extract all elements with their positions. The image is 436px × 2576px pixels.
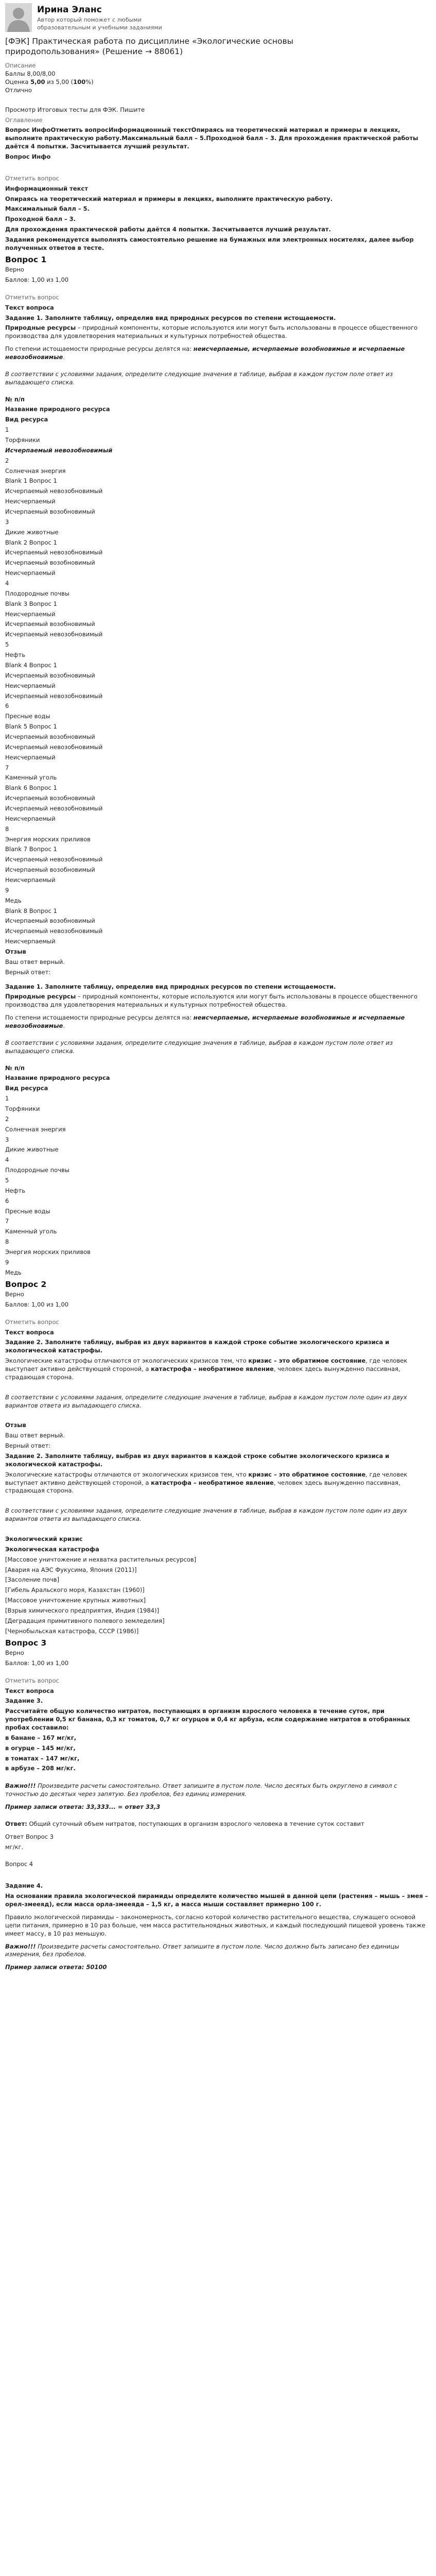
q1r-def2-bold: неисчерпаемые, исчерпаемые возобновимые и исчерпаемые невозобновимые [5,1014,405,1029]
q1r-row-name: Дикие животные [5,1146,59,1154]
q1-col-name: Название природного ресурса [5,405,110,413]
q1-item-option[interactable]: Исчерпаемый возобновимый [5,866,95,874]
q1-item-name: Солнечная энергия [5,467,66,474]
grade-value: 5,00 [30,78,45,86]
user-silhouette-icon [5,3,32,32]
q1-item-number: 6 [5,702,9,710]
q1r-col-type: Вид ресурса [5,1084,48,1092]
q1r-row-number: 3 [5,1136,9,1143]
grade-line [5,78,431,87]
q3-value-banana: в банане – 167 мг/кг, [5,1734,77,1741]
q2-p1-b: кризис – это обратимое состояние [248,1357,366,1365]
def1-term: Природные ресурсы [5,324,76,332]
question-3-mark-link[interactable]: Отметить вопрос [5,1676,59,1684]
question-1-def1 [5,324,431,341]
q1-item-answer[interactable]: Исчерпаемый невозобновимый [5,549,103,556]
q1-item-answer[interactable]: Неисчерпаемый [5,610,56,618]
q1-item-blank[interactable]: Blank 5 Вопрос 1 [5,723,57,731]
q1-col-type: Вид ресурса [5,416,48,423]
q1-item-number: 1 [5,426,9,434]
q1-item-number: 9 [5,886,9,894]
q2r-row[interactable]: [Массовое уничтожение и нехватка растительных ресурсов] [5,1555,197,1563]
q1-item-blank[interactable]: Blank 4 Вопрос 1 [5,661,57,669]
question-3-text-label: Текст вопроса [5,1687,54,1694]
q1-item-name: Дикие животные [5,528,59,536]
q1r-row-name: Плодородные почвы [5,1166,69,1174]
q1r-def2-pre: По степени истощаемости природные ресурсы делятся на: [5,1014,194,1022]
q1-item-number: 4 [5,580,9,587]
q2-feedback-label: Отзыв [5,1421,26,1429]
q1-item-answer[interactable]: Исчерпаемый невозобновимый [5,856,103,863]
q1-item-option[interactable]: Исчерпаемый возобновимый [5,559,95,567]
info-p3: Проходной балл – 3. [5,215,76,223]
q1r-row-number: 1 [5,1095,9,1103]
q1-item-option[interactable]: Исчерпаемый невозобновимый [5,804,103,812]
def2-end: . [63,353,65,361]
mark-question-link[interactable]: Отметить вопрос [5,174,59,182]
q1-correct-answer: Верный ответ: [5,968,51,976]
q2-p1-a: Экологические катастрофы отличаются от экологических кризисов тем, что [5,1357,247,1365]
q4-important-label: Важно!!! [5,1942,36,1950]
q4-important-text: Произведите расчеты самостоятельно. Ответ запишите в пустом поле. Число должно быть записано без единицы измерения, без пробелов. [5,1942,399,1958]
q1-item-option[interactable]: Неисчерпаемый [5,569,56,577]
q1-item-option[interactable]: Неисчерпаемый [5,815,56,822]
q2r-col-crisis: Экологический кризис [5,1535,83,1543]
q2r-row[interactable]: [Гибель Аральского моря, Казахстан (1960)] [5,1586,145,1594]
q1r-row-name: Пресные воды [5,1207,50,1215]
question-1-title: Вопрос 1 [5,255,47,264]
q2r-p1-a: Экологические катастрофы отличаются от экологических кризисов тем, что [5,1470,247,1478]
info-p5: Задания рекомендуется выполнять самостоятельно решение на бумажных или электронных носителях, далее выбор полученных ответов в тесте. [5,236,414,251]
q2r-p1-end: , человек здесь вынужденно пассивная, страдающая сторона. [5,1479,400,1495]
question-3-prompt: Рассчитайте общую количество нитратов, поступающих в организм взрослого человека в течение суток, при употреблении 0,5 кг банана, 0,3 кг томатов, 0,7 кг огурцов и 0,4 кг арбуза, если содержание нитратов в отобранных пробах составило: [5,1707,410,1732]
q1r-row-number: 4 [5,1156,9,1164]
author-block [5,3,431,32]
q1-item-number: 2 [5,456,9,464]
intro-summary: Вопрос ИнфоОтметить вопросИнформационный текстОпираясь на теоретический материал и примеры в лекциях, выполните практическую работу.Максимальный балл – 5.Проходной балл – 3. Для прохождения практической работы даётся 4 попытки. Засчитывается лучший результат. [5,126,418,150]
q1-item-number: 3 [5,518,9,526]
q1r-col-name: Название природного ресурса [5,1074,110,1082]
question-2-text-label: Текст вопроса [5,1328,54,1336]
q4-important [5,1943,431,1959]
info-heading: Вопрос Инфо [5,153,51,161]
question-1-text-label: Текст вопроса [5,303,54,311]
q2r-row[interactable]: [Засоление почв] [5,1576,60,1584]
q1-item-name: Нефть [5,651,26,659]
score-line: Баллы 8,00/8,00 [5,70,56,78]
q1-col-num: № п/п [5,395,25,403]
q3-answer-para [5,1820,431,1828]
q1r-def2 [5,1014,431,1030]
info-p4: Для прохождения практической работы даётся 4 попытки. Засчитывается лучший результат. [5,226,331,233]
q3-important [5,1782,431,1799]
q1-item-blank[interactable]: Blank 1 Вопрос 1 [5,477,57,485]
q1-your-answer: Ваш ответ верный. [5,958,65,965]
grade-prefix: Оценка [5,78,31,86]
question-2-instr: В соответствии с условиями задания, определите следующие значения в таблице, выбрав в каждом пустом поле один из двух вариантов ответа из выпадающего списка. [5,1393,407,1409]
question-2-task: Задание 2. Заполните таблицу, выбрав из двух вариантов в каждой строке событие экологического кризиса и экологической катастрофы. [5,1338,390,1354]
q1-item-option[interactable]: Исчерпаемый невозобновимый [5,927,103,935]
q3-unit: мг/кг. [5,1843,24,1851]
q2-p1-b2: катастрофа – необратимое явление [151,1365,274,1373]
document-title: [ФЭК] Практическая работа по дисциплине «Экологические основы природопользования» (Решение → 88061) [5,37,293,57]
q2-p1-end: , человек здесь вынужденно пассивная, страдающая сторона. [5,1365,400,1381]
question-1-task: Задание 1. Заполните таблицу, определив вид природных ресурсов по степени истощаемости. [5,314,336,321]
excellent-label: Отлично [5,86,32,94]
q4-task: Задание 4. [5,1882,43,1890]
question-2-mark-link[interactable]: Отметить вопрос [5,1318,59,1326]
question-2-score: Баллов: 1,00 из 1,00 [5,1300,69,1308]
q3-value-cucumber: в огурце – 145 мг/кг, [5,1744,76,1752]
q3-value-tomato: в томатах – 147 мг/кг, [5,1754,80,1762]
q1r-row-number: 9 [5,1258,9,1266]
q1r-instr: В соответствии с условиями задания, определите следующие значения в таблице, выбрав в каждом пустом поле ответ из выпадающего списка. [5,1039,393,1055]
q2r-instr: В соответствии с условиями задания, определите следующие значения в таблице, выбрав в каждом пустом поле один из двух вариантов ответа из выпадающего списка. [5,1507,407,1523]
q2r-table [5,1556,431,1636]
q1-item-name: Пресные воды [5,713,50,720]
info-p1: Опираясь на теоретический материал и примеры в лекциях, выполните практическую работу. [5,195,333,202]
info-p2: Максимальный балл – 5. [5,205,90,213]
q1-answer-table [5,426,431,946]
q1-item-option[interactable]: Неисчерпаемый [5,876,56,884]
question-2-p1 [5,1357,431,1382]
question-3-task: Задание 3. [5,1697,43,1705]
avatar[interactable] [5,3,32,32]
q1-item-name: Каменный уголь [5,774,57,782]
def2-bold: неисчерпаемые, исчерпаемые возобновимые и исчерпаемые невозобновимые [5,345,405,361]
q3-answer-label: Ответ: [5,1820,27,1827]
q1r-def1-rest: – природный компоненты, которые используются или могут быть использованы в процессе общественного производства для удовлетворения материальных и культурных потребностей общества. [5,993,418,1009]
grade-suffix: %) [85,78,94,86]
q1-item-blank[interactable]: Blank 2 Вопрос 1 [5,538,57,546]
q3-value-watermelon: в арбузе – 208 мг/кг. [5,1765,76,1772]
info-text-label: Информационный текст [5,184,88,192]
q1r-col-num: № п/п [5,1064,25,1072]
q2-your-answer: Ваш ответ верный. [5,1432,65,1439]
q1r-row-number: 2 [5,1115,9,1123]
q1-item-option[interactable]: Неисчерпаемый [5,753,56,761]
q1-item-blank[interactable]: Blank 8 Вопрос 1 [5,907,57,914]
question-1-instr: В соответствии с условиями задания, определите следующие значения в таблице, выбрав в каждом пустом поле ответ из выпадающего списка. [5,370,393,386]
q2r-col-catastrophe: Экологическая катастрофа [5,1545,99,1553]
question-2-status: Верно [5,1291,24,1298]
q1-item-name: Энергия морских приливов [5,835,91,843]
q1-item-blank[interactable]: Blank 6 Вопрос 1 [5,784,57,792]
q1r-def1-term: Природные ресурсы [5,993,76,1001]
question-2-title: Вопрос 2 [5,1279,47,1289]
q1r-task: Задание 1. Заполните таблицу, определив вид природных ресурсов по степени истощаемости. [5,982,336,990]
q1-item-blank[interactable]: Blank 3 Вопрос 1 [5,600,57,607]
q1-item-option[interactable]: Исчерпаемый невозобновимый [5,692,103,700]
question-1-score: Баллов: 1,00 из 1,00 [5,276,69,283]
q1-item-answer[interactable]: Исчерпаемый возобновимый [5,671,95,679]
q2r-row[interactable]: [Деградация примитивного полевого земледелия] [5,1617,165,1624]
q2r-row[interactable]: [Массовое уничтожение крупных животных] [5,1597,146,1604]
q4-rule: Правило экологической пирамиды – закономерность, согласно которой количество растительного вещества, служащего основой цепи питания, примерно в 10 раз больше, чем масса растительноядных животных, и каждый последующий пищевой уровень также имеет массу, в 10 раз меньшую. [5,1913,426,1937]
q1r-row-name: Энергия морских приливов [5,1248,91,1256]
q2r-p1-b: кризис – это обратимое состояние [248,1470,366,1478]
q2r-p1 [5,1471,431,1496]
q1r-row-name: Нефть [5,1187,26,1194]
author-description: Автор который поможет с любыми образовательным и учебными заданиями [37,16,162,31]
q3-example: Пример записи ответа: 33,333... = ответ 33,3 [5,1803,161,1811]
q3-important-label: Важно!!! [5,1782,36,1790]
question-4-link[interactable]: Вопрос 4 [5,1860,33,1868]
q1r-row-name: Торфяники [5,1105,40,1113]
question-1-mark-link[interactable]: Отметить вопрос [5,293,59,301]
q1-item-name: Торфяники [5,436,40,444]
author-name[interactable]: Ирина Эланс [37,5,102,15]
q2r-row[interactable]: [Авария на АЭС Фукусима, Япония (2011)] [5,1566,137,1573]
question-3-title: Вопрос 3 [5,1638,47,1648]
def1-rest: – природный компоненты, которые используются или могут быть использованы в процессе общественного производства для удовлетворения материальных и культурных потребностей общества. [5,324,418,340]
q3-answer-text: Общий суточный объем нитратов, поступающих в организм взрослого человека в течение суток составит [27,1820,364,1827]
q1r-def2-end: . [63,1022,65,1029]
toc-label: Оглавление [5,116,43,124]
q1-item-number: 8 [5,825,9,833]
q4-prompt: На основании правила экологической пирамиды определите количество мышей в данной цепи (растения – мышь – змея – орел-змееяд), если масса орла-змееяда – 1,5 кг, а масса мыши составляет примерно 100 г. [5,1892,428,1908]
q2-correct-answer: Верный ответ: [5,1442,51,1450]
question-1-def2 [5,345,431,362]
q2r-p1-b2: катастрофа – необратимое явление [151,1479,274,1486]
q1r-row-name: Медь [5,1268,22,1276]
q1-item-answer[interactable]: Исчерпаемый возобновимый [5,917,95,925]
q1-item-answer[interactable]: Исчерпаемый возобновимый [5,733,95,740]
q2r-task: Задание 2. Заполните таблицу, выбрав из двух вариантов в каждой строке событие экологического кризиса и экологической катастрофы. [5,1452,390,1468]
q1-item-name: Плодородные почвы [5,589,69,597]
intro-line: Просмотр Итоговых тесты для ФЭК. Пишите [5,106,145,113]
q1r-table [5,1095,431,1277]
q1-item-option[interactable]: Исчерпаемый возобновимый [5,620,95,628]
q2r-row[interactable]: [Чернобыльская катастрофа, СССР (1986)] [5,1627,139,1635]
q2-p1-mid: , где человек выступает активно действующей стороной, а [5,1357,408,1373]
question-3-score: Баллов: 1,00 из 1,00 [5,1659,69,1667]
q1r-row-number: 7 [5,1217,9,1225]
grade-mid: из 5,00 ( [45,78,74,86]
q2r-row[interactable]: [Взрыв химического предприятия, Индия (1984)] [5,1607,159,1615]
q1-item-number: 7 [5,764,9,771]
q1-item-answer[interactable]: Исчерпаемый возобновимый [5,794,95,802]
q4-example: Пример записи ответа: 50100 [5,1963,107,1971]
q1r-row-number: 5 [5,1177,9,1184]
question-1-status: Верно [5,266,24,274]
q1r-def1 [5,993,431,1009]
q1-item-option[interactable]: Исчерпаемый возобновимый [5,508,95,516]
q1-item-option[interactable]: Неисчерпаемый [5,498,56,505]
q1-item-option[interactable]: Неисчерпаемый [5,938,56,945]
q1-item-name: Медь [5,896,22,904]
def2-pre: По степени истощаемости природные ресурсы делятся на: [5,345,194,353]
q1-item-answer[interactable]: Исчерпаемый невозобновимый [5,487,103,495]
q1r-row-name: Солнечная энергия [5,1125,66,1133]
q1-item-option[interactable]: Исчерпаемый невозобновимый [5,743,103,751]
q3-important-text: Произведите расчеты самостоятельно. Ответ запишите в пустом поле. Число десятых быть округлено в символ с точностью до десятых через запятую. Без пробелов, без единиц измерения. [5,1782,397,1798]
q1-item-option[interactable]: Неисчерпаемый [5,682,56,689]
question-3-status: Верно [5,1649,24,1657]
q3-answer-field[interactable]: Ответ Вопрос 3 [5,1833,54,1840]
q2r-p1-mid: , где человек выступает активно действующей стороной, а [5,1470,408,1486]
q1r-row-number: 6 [5,1197,9,1205]
q1-item-blank[interactable]: Blank 7 Вопрос 1 [5,845,57,853]
description-label: Описание [5,62,36,70]
q1-feedback-label: Отзыв [5,947,26,955]
q1-item-number: 5 [5,641,9,649]
q1r-row-name: Каменный уголь [5,1228,57,1235]
q1r-row-number: 8 [5,1238,9,1246]
q1-item-answer[interactable]: Исчерпаемый невозобновимый [5,446,113,454]
q1-item-option[interactable]: Исчерпаемый невозобновимый [5,631,103,638]
grade-percent: 100 [73,78,86,86]
